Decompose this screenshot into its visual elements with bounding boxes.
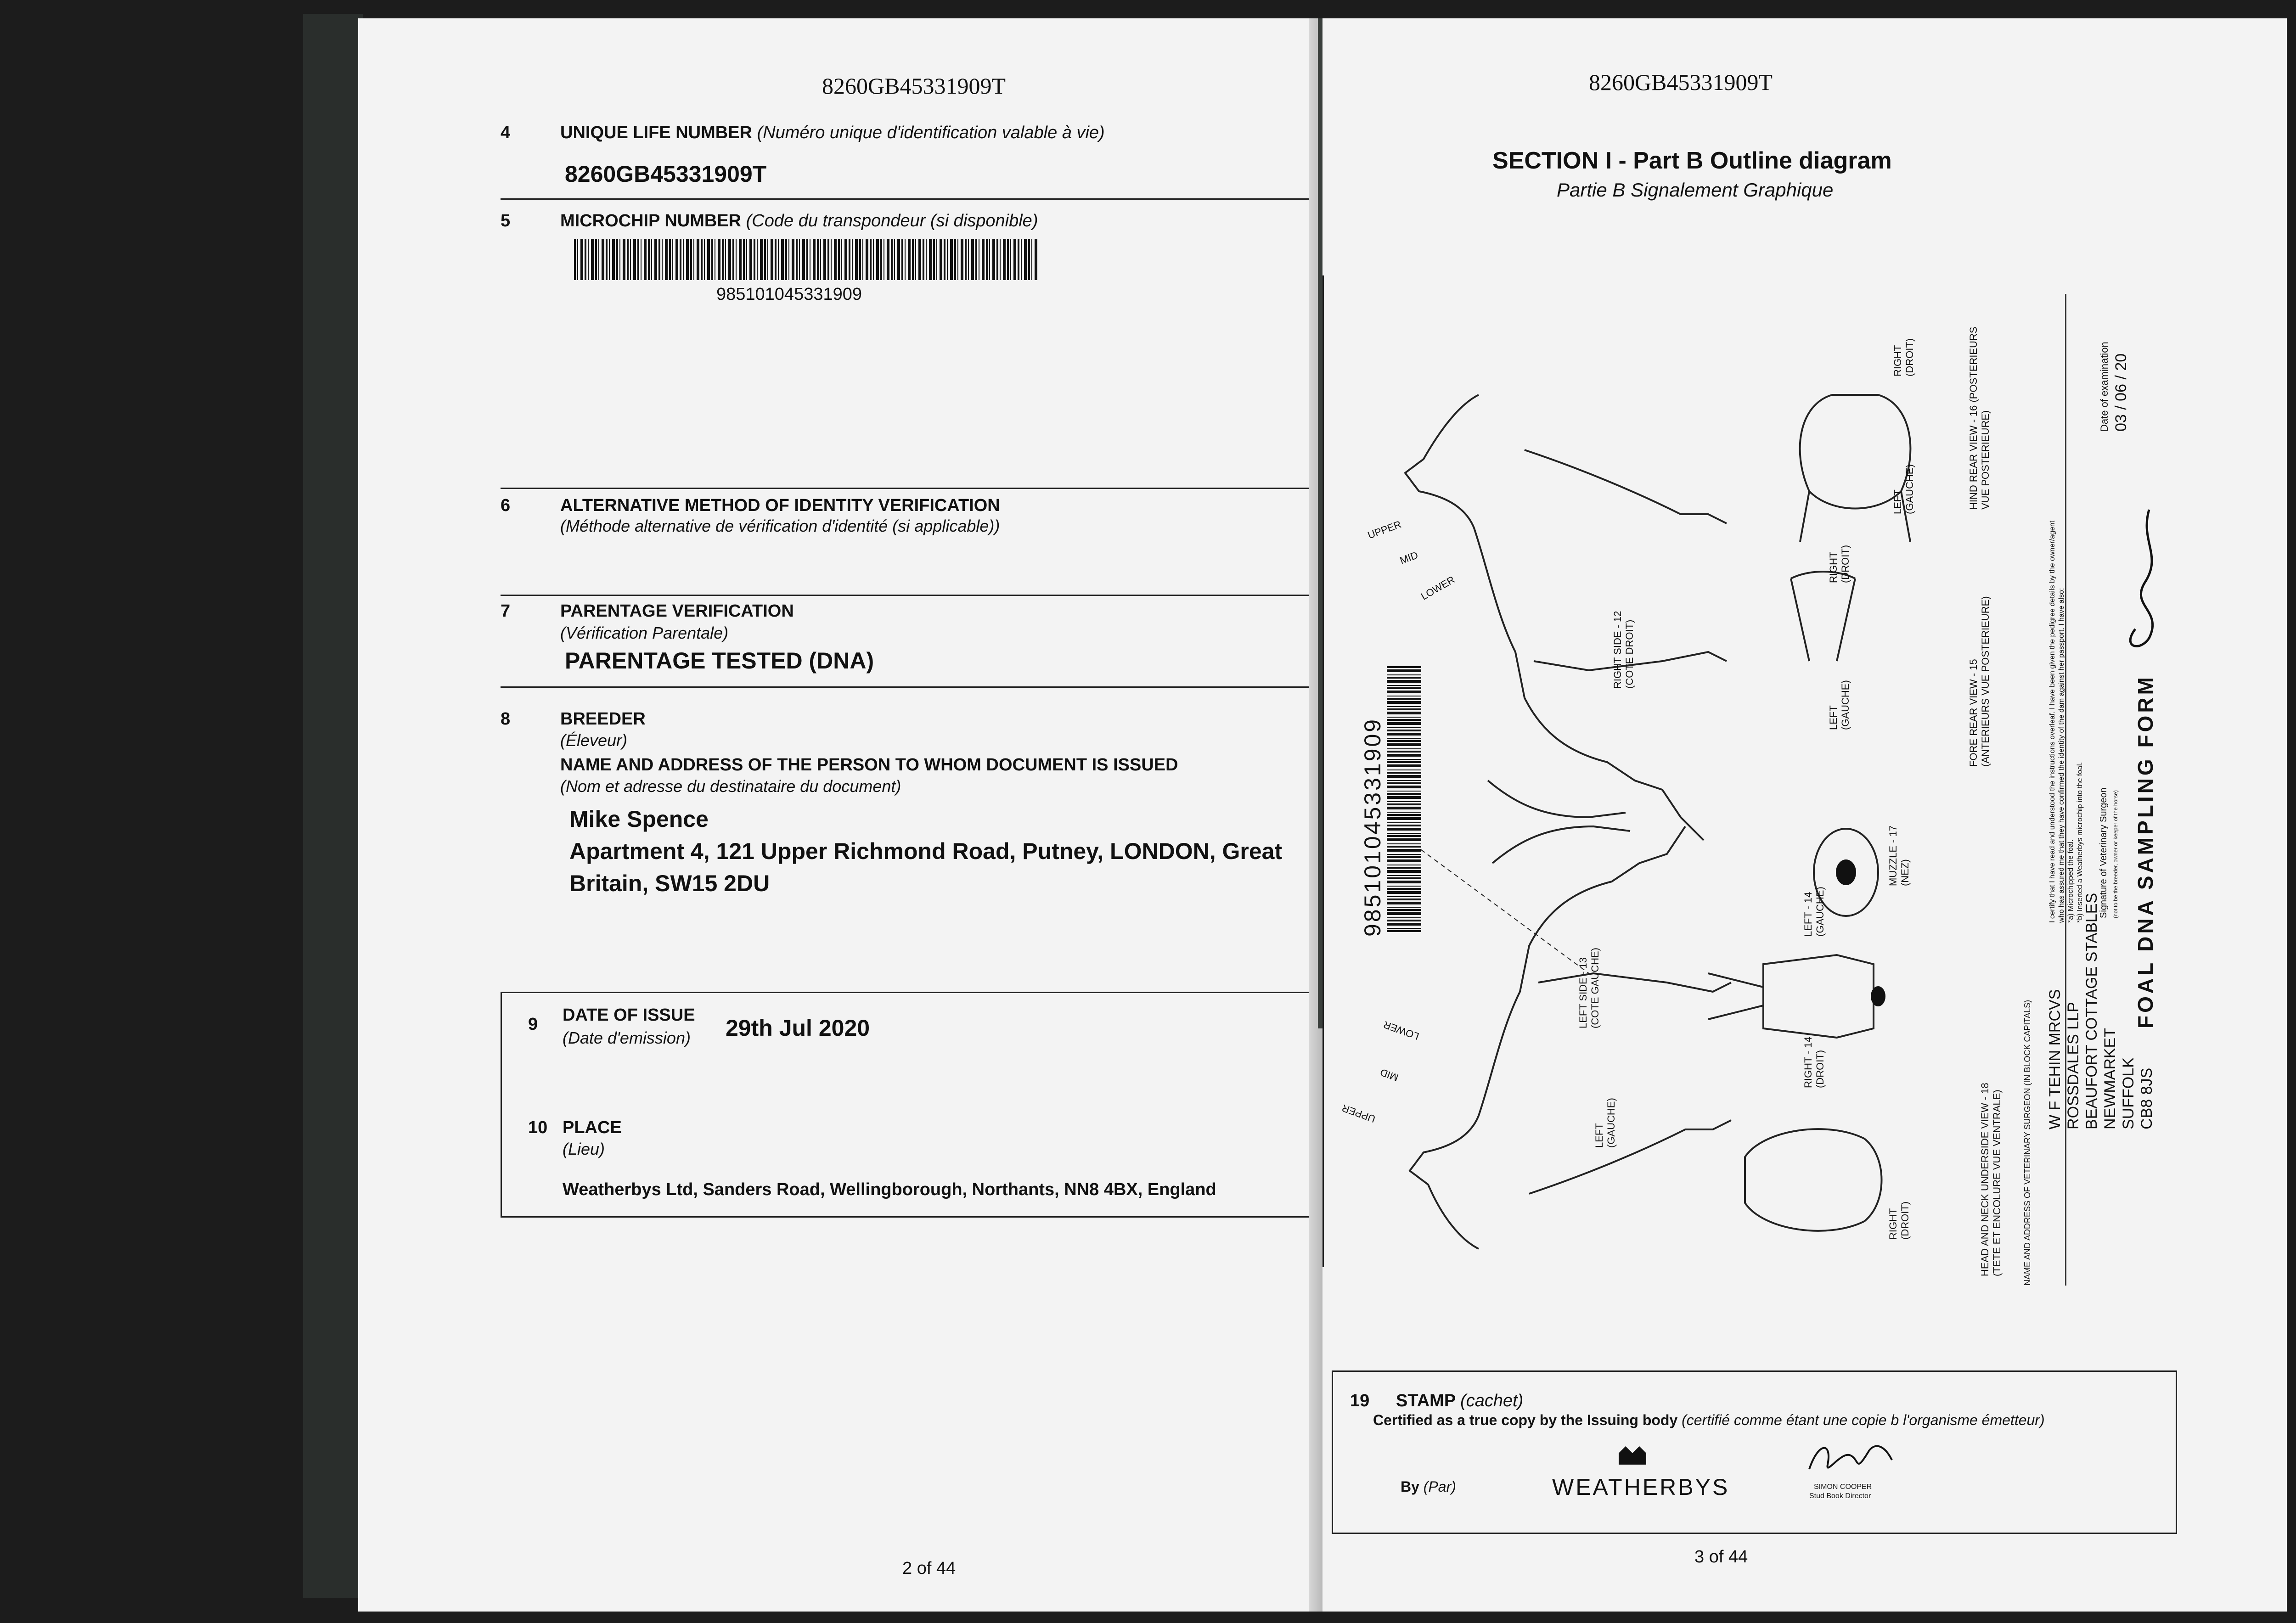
by-label: By (Par) [1401,1478,1456,1495]
head-underside-outline [1745,1129,1882,1231]
label-under-left: LEFT (GAUCHE) [1593,1098,1617,1148]
microchip-barcode [574,239,1038,280]
divider [501,488,1318,489]
breeder-address-line2: Britain, SW15 2DU [569,870,770,896]
field-6-label-fr: (Méthode alternative de vérification d'identité (si applicable)) [560,517,1000,535]
place-value: Weatherbys Ltd, Sanders Road, Wellingborough, Northants, NN8 4BX, England [563,1180,1216,1199]
horse-left-outline [1410,826,1685,1249]
right-page-number: 3 of 44 [1694,1547,1748,1567]
horse-left-belly [1538,973,1731,992]
head-mark [1871,986,1885,1006]
field-7-number: 7 [501,601,511,621]
date-of-examination-label: Date of examination [2099,342,2110,432]
field-8-label-fr: (Éleveur) [560,731,628,750]
field-7-label-fr: (Vérification Parentale) [560,623,729,642]
horse-right-back [1525,450,1727,523]
field-8-label2-fr: (Nom et adresse du destinataire du document) [560,777,901,796]
field-4-label: UNIQUE LIFE NUMBER (Numéro unique d'identification valable à vie) [560,123,1105,142]
field-5-label: MICROCHIP NUMBER (Code du transpondeur (si disponible) [560,211,1038,230]
right-page [1322,18,2287,1612]
breeder-name: Mike Spence [569,806,709,832]
field-10-label-fr: (Lieu) [563,1140,605,1158]
section-title: SECTION I - Part B Outline diagram [1492,147,1892,174]
label-right-side: RIGHT SIDE - 12 (COTE DROIT) [1612,611,1635,689]
label-hind-right: RIGHT (DROIT) [1892,338,1915,376]
field-9-label: DATE OF ISSUE [563,1005,695,1025]
date-of-issue-value: 29th Jul 2020 [726,1015,870,1041]
label-fore-left: LEFT (GAUCHE) [1828,680,1851,730]
vertical-barcode-number: 985101045331909 [1360,717,1385,937]
weatherbys-brand: WEATHERBYS [1552,1474,1730,1500]
label-hind-rear: HIND REAR VIEW - 16 (POSTERIEURS VUE POSTERIEURE) [1968,326,1991,510]
vet-certification: I certify that I have read and understood the instructions overleaf. I have been given the pedigree details by the owner/agent who has assured me that they have confirmed the identity of the dam against her passport. I have also: *a) Microchipped the foal. *b) Inserted a Weatherbys microchip into the foal. [2048,520,2084,923]
diagram-frame-left [1322,275,1324,1267]
label-fore-right: RIGHT (DROIT) [1828,545,1851,583]
label-upper-right: UPPER [1366,518,1403,541]
label-right-14: RIGHT - 14 (DROIT) [1802,1036,1826,1088]
unique-life-number-value: 8260GB45331909T [565,161,767,187]
divider [501,595,1318,596]
field-5-number: 5 [501,211,511,230]
field-8-number: 8 [501,709,511,729]
signer-title: Stud Book Director [1809,1492,1871,1500]
book-cover-edge [303,14,363,1598]
signer-name: SIMON COOPER [1814,1483,1872,1491]
left-page [358,18,1322,1612]
field-10-label: PLACE [563,1118,622,1137]
left-header-code: 8260GB45331909T [822,73,1006,99]
field-8-label2: NAME AND ADDRESS OF THE PERSON TO WHOM DOCUMENT IS ISSUED [560,755,1178,775]
field-9-number: 9 [528,1015,538,1034]
vet-signature [2094,500,2186,666]
horse-right-outline [1405,395,1704,840]
microchip-number-value: 985101045331909 [716,285,862,304]
divider [501,198,1318,200]
label-mid-right: MID [1398,549,1420,567]
muzzle-mark [1836,859,1856,885]
dashed-guide [1414,845,1589,973]
field-6-label: ALTERNATIVE METHOD OF IDENTITY VERIFICATION [560,496,1000,515]
left-page-number: 2 of 44 [902,1559,956,1578]
field-7-label: PARENTAGE VERIFICATION [560,601,794,621]
certified-text: Certified as a true copy by the Issuing body (certifié comme étant une copie b l'organisme émetteur) [1373,1412,2045,1428]
field-8-label: BREEDER [560,709,646,729]
label-upper-left: UPPER [1340,1102,1377,1125]
weatherbys-crest-icon [1614,1442,1651,1469]
label-left-side: LEFT SIDE - 13 (COTE GAUCHE) [1577,948,1601,1028]
vet-signature-label: Signature of Veterinary Surgeon [2099,787,2109,918]
label-head-neck: HEAD AND NECK UNDERSIDE VIEW - 18 (TETE ET ENCOLURE VUE VENTRALE) [1979,1083,2003,1276]
label-fore-rear: FORE REAR VIEW - 15 (ANTERIEURS VUE POSTERIEURE) [1968,596,1991,767]
neck-top-view [1708,973,1763,1019]
director-signature [1800,1432,1901,1483]
field-9-label-fr: (Date d'emission) [563,1028,691,1047]
horse-right-tail [1488,781,1626,817]
field-4-number: 4 [501,123,511,142]
vertical-microchip-barcode [1387,666,1421,932]
field-6-number: 6 [501,496,511,515]
field-19-number: 19 [1350,1391,1370,1410]
fore-rear-outline [1791,572,1855,661]
label-left-14: LEFT - 14 (GAUCHE) [1802,887,1826,937]
label-muzzle: MUZZLE - 17 (NEZ) [1887,825,1911,886]
vet-heading: NAME AND ADDRESS OF VETERINARY SURGEON (IN BLOCK CAPITALS) [2023,1000,2032,1286]
parentage-value: PARENTAGE TESTED (DNA) [565,648,874,674]
vet-signature-note: (not to be the breeder, owner or keeper of the horse) [2112,790,2119,918]
divider [501,686,1318,688]
label-lower-right: LOWER [1419,573,1457,602]
vet-address: W F TEHIN MRCVS ROSSDALES LLP BEAUFORT COTTAGE STABLES NEWMARKET SUFFOLK CB8 8JS [2046,893,2155,1129]
horse-left-tail [1492,826,1630,863]
stamp-label: STAMP (cachet) [1396,1391,1524,1410]
breeder-address-line1: Apartment 4, 121 Upper Richmond Road, Putney, LONDON, Great [569,838,1283,864]
form-title: FOAL DNA SAMPLING FORM [2133,674,2157,1028]
label-hind-left: LEFT (GAUCHE) [1892,464,1915,514]
right-header-code: 8260GB45331909T [1589,69,1773,95]
date-of-examination-value: 03 / 06 / 20 [2112,353,2130,432]
field-10-number: 10 [528,1118,548,1137]
label-under-right: RIGHT (DROIT) [1887,1201,1911,1240]
section-subtitle: Partie B Signalement Graphique [1557,179,1834,201]
head-top-view [1763,955,1874,1038]
label-mid-left: MID [1379,1066,1400,1084]
horse-left-back [1529,1120,1731,1194]
label-lower-left: LOWER [1382,1018,1421,1042]
